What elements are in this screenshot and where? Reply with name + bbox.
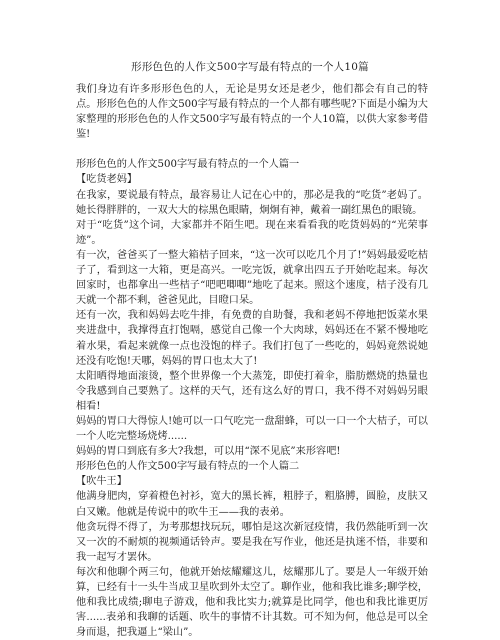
paragraph: 太阳晒得地面滚烫，整个世界像一个大蒸笼，即使打着伞，脂肪燃烧的热量也令我感到自己要熟了。这样的天气，还有这么好的胃口，我不得不对妈妈另眼相看!	[76, 370, 428, 412]
paragraph: 在我家，要说最有特点，最容易让人记在心中的，那必是我的“吃货”老妈了。她长得胖胖的，一双大大的棕黑色眼睛，炯炯有神，戴着一副红黑色的眼镜。	[76, 189, 428, 216]
paragraph: 有一次，爸爸买了一整大箱桔子回来，“这一次可以吃几个月了!”妈妈最爱吃桔子了，看到这一大箱，更是高兴。一吃完饭，就拿出四五子开始吃起来。每次回家时，也都拿出一些桔子“吧吧唧唧”地吃了起来。照这个速度，桔子没有几天就一个都不剩，爸爸见此，目瞪口呆。	[76, 249, 428, 307]
article-body	[76, 82, 428, 640]
paragraph: 妈妈的胃口到底有多大?我想，可以用“深不见底”来形容吧!	[76, 446, 341, 458]
paragraph: 还有一次，我和妈妈去吃牛排，有免费的自助餐，我和老妈不停地把饭菜水果夹进盘中，我撑得直打饱嗝，感觉自己像一个大肉球，妈妈还在不紧不慢地吃着水果，看起来就像一点也没饱的样子。我们打包了一些吃的，妈妈竟然说她还没有吃饱!天哪，妈妈的胃口也太大了!	[76, 310, 428, 367]
section-tag: 【吃货老妈】	[76, 174, 138, 186]
paragraph: 他贪玩得不得了，为考那想找玩玩，哪怕是这次新冠疫情，我仍然能听到一次又一次的不耐烦的视频通话铃声。要是我在写作业，他还是执迷不悟，非要和我一起写才罢休。	[76, 521, 428, 563]
paragraph: 妈妈的胃口大得惊人!她可以一口气吃完一盘甜蜂，可以一口一个大桔子，可以一个人吃完整场烧烤......	[76, 415, 428, 443]
section-heading: 形形色色的人作文500字写最有特点的一个人篇一	[76, 159, 300, 171]
intro-paragraph: 我们身边有许多形形色色的人，无论是男女还是老少，他们都会有自己的特点。形形色色的人作文500字写最有特点的一个人都有哪些呢?下面是小编为大家整理的形形色色的人作文500字写最有特点的一个人10篇，以供大家参考借鉴!	[76, 84, 428, 141]
paragraph: 对于“吃货”这个词，大家都并不陌生吧。现在来看看我的吃货妈妈的“光荣事迹”。	[76, 219, 428, 246]
page-title: 形形色色的人作文500字写最有特点的一个人10篇	[131, 61, 369, 73]
paragraph: 每次和他聊个两三句，他就开始炫耀耀这儿，炫耀那儿了。要是人一年级开始算，已经有十一头牛当成卫星吹到外太空了。聊作业，他和我比谁多;聊学校，他和我比成绩;聊电子游戏，他和我比实力;就算是比同学，他也和我比谁更厉害......表弟和我聊的话题、吹牛的事情不计其数。可不知为何，他总是可以全身而退，把我逼上“梁山”。	[76, 566, 428, 639]
section-tag: 【吹牛王】	[76, 476, 127, 488]
section-heading: 形形色色的人作文500字写最有特点的一个人篇二	[76, 461, 300, 473]
spacer	[76, 142, 428, 157]
paragraph: 他满身肥肉，穿着橙色衬衫，宽大的黑长裤，粗脖子，粗胳膊，圆脸，皮肤又白又嫩。他就是传说中的吹牛王——我的表弟。	[76, 491, 428, 518]
